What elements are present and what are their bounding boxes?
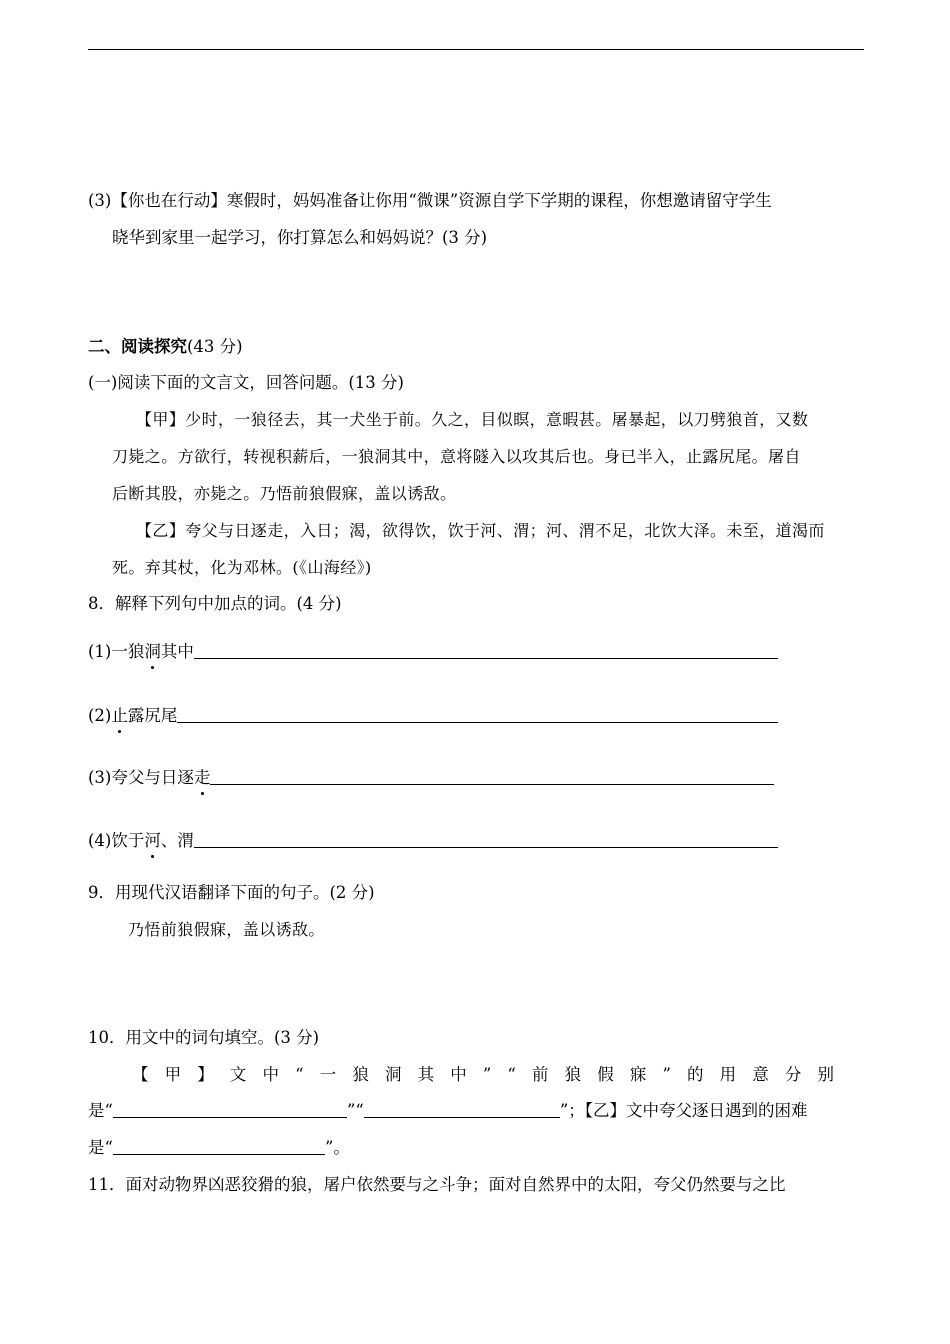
- q10-line1-char: 甲: [164, 1065, 182, 1084]
- q10-line1-char: 意: [752, 1065, 769, 1084]
- q10-line1-char: 假: [597, 1065, 614, 1084]
- q10-line2-suffix: ”；【乙】文中夸父逐日遇到的困难: [559, 1101, 808, 1120]
- q10-line1-char: ”: [482, 1065, 492, 1084]
- q10-title: 10．用文中的词句填空。(3 分): [88, 1028, 320, 1047]
- q10-line1-char: 一: [319, 1065, 337, 1084]
- q10-line2-mid: ”“: [346, 1101, 364, 1120]
- passage-a-line3: 后断其股，亦毙之。乃悟前狼假寐，盖以诱敌。: [112, 484, 457, 503]
- q8-item-4-dotted-word: 河: [144, 831, 161, 850]
- q9-sentence: 乃悟前狼假寐，盖以诱敌。: [128, 920, 325, 939]
- q11-line1: 11．面对动物界凶恶狡猾的狼，屠户依然要与之斗争；面对自然界中的太阳，夸父仍然要与之比: [88, 1175, 786, 1194]
- q10-line1-char: ”: [662, 1065, 671, 1084]
- q10-line3-prefix: 是“: [88, 1138, 113, 1157]
- q10-line3: [88, 1137, 350, 1159]
- q3-line1: (3)【你也在行动】寒假时，妈妈准备让你用“微课”资源自学下学期的课程，你想邀请留守学生: [88, 191, 772, 210]
- q10-line1: [132, 1064, 834, 1086]
- q10-line1-char: 狼: [352, 1065, 369, 1084]
- q8-item-3: [88, 767, 774, 789]
- q10-line1-char: 【: [132, 1065, 149, 1084]
- q10-line1-char: 文: [229, 1065, 247, 1084]
- q8-item-2-post: 露尻尾: [127, 706, 178, 725]
- q10-line1-char: “: [507, 1065, 516, 1084]
- q10-line1-char: 寐: [629, 1065, 647, 1084]
- q8-item-4: [88, 830, 778, 852]
- q10-line1-char: “: [295, 1065, 304, 1084]
- q8-item-2: [88, 705, 778, 727]
- q10-line1-char: 狼: [564, 1065, 582, 1084]
- section2-title: 二、阅读探究: [88, 337, 187, 356]
- q10-line1-char: 中: [262, 1065, 279, 1084]
- q10-line1-char: 前: [531, 1065, 549, 1084]
- q10-blank-2[interactable]: [364, 1101, 560, 1118]
- q8-item-2-dotted-word: 止: [111, 706, 128, 725]
- q8-item-4-pre: (4)饮于: [88, 831, 145, 850]
- q8-item-4-answer-blank[interactable]: [194, 831, 778, 848]
- q10-line1-char: 洞: [384, 1065, 402, 1084]
- q9-title: 9．用现代汉语翻译下面的句子。(2 分): [88, 883, 375, 902]
- passage-b-line1: 【乙】夸父与日逐走，入日；渴，欲得饮，饮于河、渭；河、渭不足，北饮大泽。未至，道渴而: [136, 521, 825, 540]
- passage-b-line2: 死。弃其杖，化为邓林。(《山海经》): [112, 558, 372, 577]
- q10-line1-char: 分: [784, 1065, 802, 1084]
- q8-item-2-answer-blank[interactable]: [177, 706, 778, 723]
- passage-a-line1: 【甲】少时，一狼径去，其一犬坐于前。久之，目似瞑，意暇甚。屠暴起，以刀劈狼首，又数: [136, 410, 809, 429]
- q8-item-1: [88, 641, 778, 663]
- q10-line1-char: 别: [817, 1065, 834, 1084]
- q10-line1-char: 】: [197, 1065, 214, 1084]
- q8-item-2-pre: (2): [88, 706, 112, 725]
- q10-line2-prefix: 是“: [88, 1101, 113, 1120]
- q8-item-3-pre: (3)夸父与日逐: [88, 768, 194, 787]
- section2-heading: [88, 336, 243, 358]
- q8-item-3-answer-blank[interactable]: [210, 768, 774, 785]
- q10-line1-char: 的: [687, 1065, 704, 1084]
- q8-item-3-dotted-word: 走: [193, 768, 211, 787]
- section2-score: (43 分): [187, 337, 243, 356]
- q10-line1-char: 其: [417, 1065, 435, 1084]
- q8-item-1-dotted-word: 洞: [144, 642, 161, 661]
- q8-item-1-post: 其中: [160, 642, 194, 661]
- q8-item-1-pre: (1)一狼: [88, 642, 145, 661]
- q10-blank-3[interactable]: [113, 1138, 325, 1155]
- q10-blank-1[interactable]: [113, 1101, 347, 1118]
- part1-title: (一)阅读下面的文言文，回答问题。(13 分): [88, 373, 404, 392]
- q8-title: 8．解释下列句中加点的词。(4 分): [88, 594, 342, 613]
- q3-line2: 晓华到家里一起学习，你打算怎么和妈妈说？(3 分): [112, 228, 488, 247]
- q8-item-4-post: 、渭: [160, 831, 194, 850]
- q10-line3-suffix: ”。: [324, 1138, 350, 1157]
- q10-line1-char: 中: [450, 1065, 467, 1084]
- q8-item-1-answer-blank[interactable]: [194, 642, 778, 659]
- header-rule: [88, 49, 864, 50]
- passage-a-line2: 刀毙之。方欲行，转视积薪后，一狼洞其中，意将隧入以攻其后也。身已半入，止露尻尾。屠自: [112, 447, 801, 466]
- q10-line2: [88, 1100, 808, 1122]
- q10-line1-char: 用: [719, 1065, 737, 1084]
